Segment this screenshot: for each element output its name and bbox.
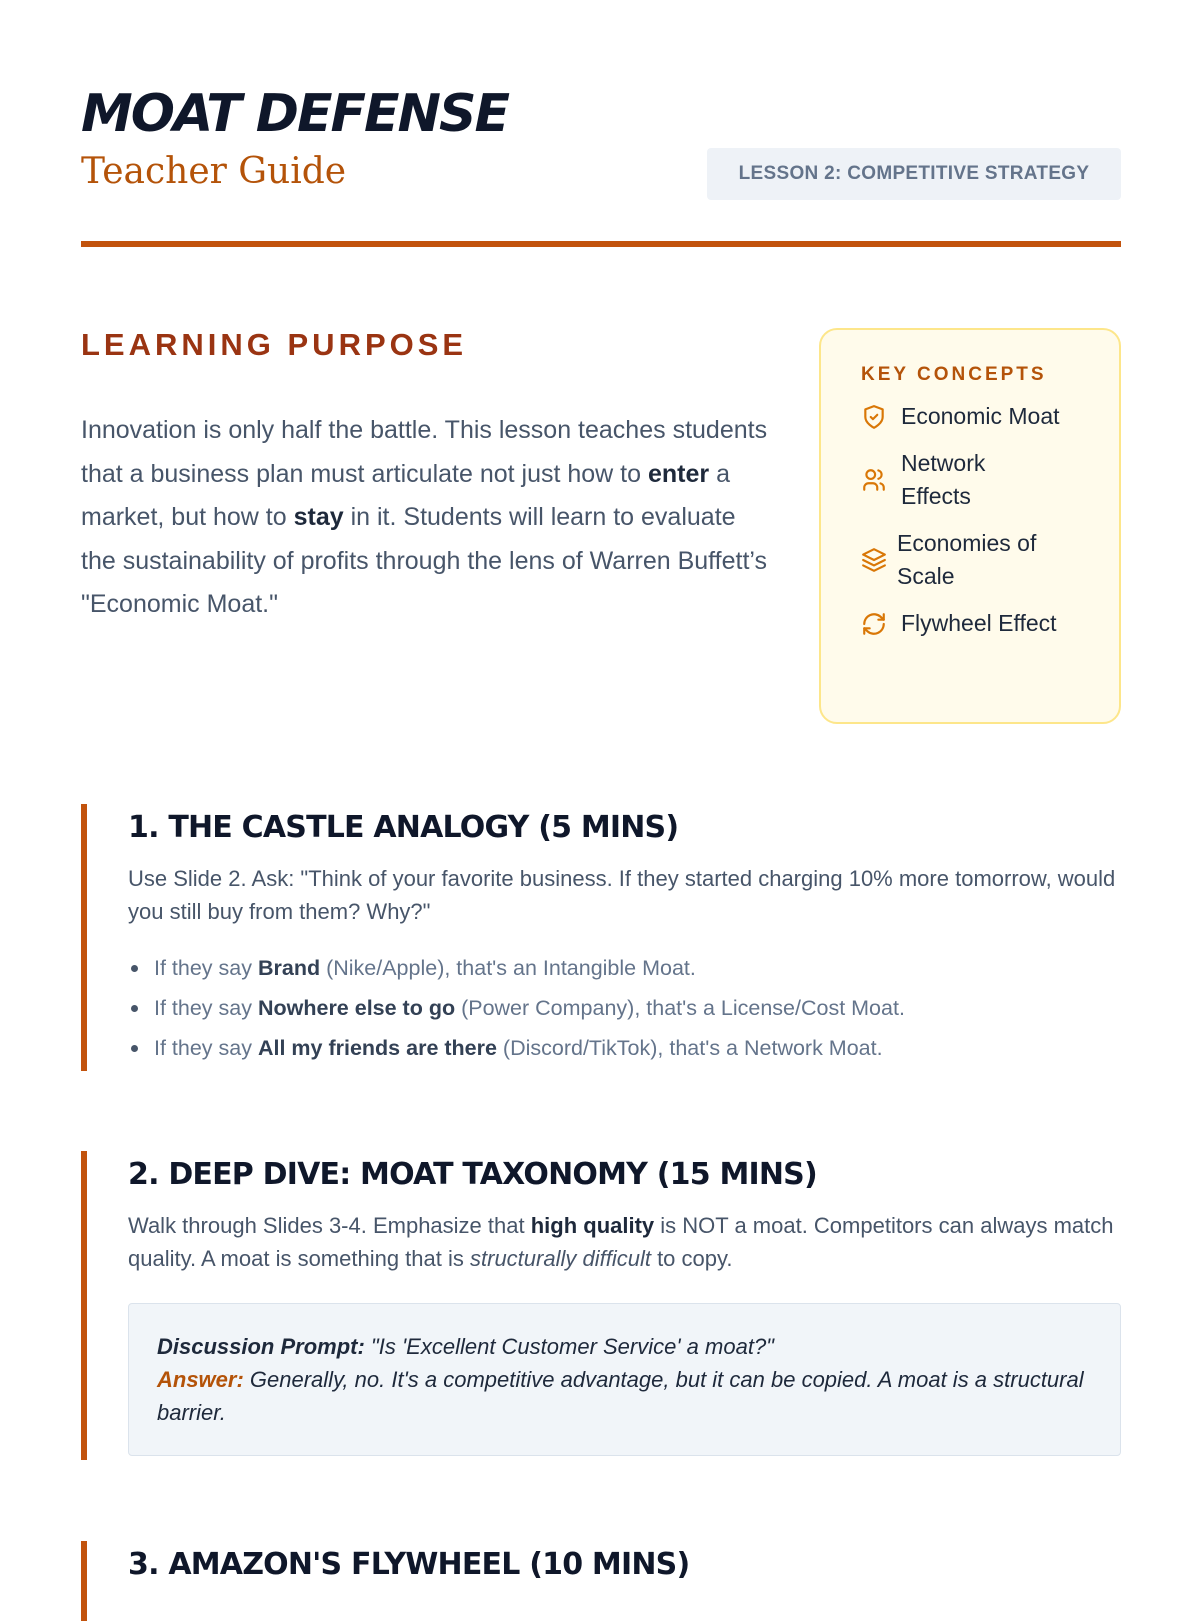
concept-label: Network Effects [901,450,986,509]
list-item-text: If they say [154,1036,258,1060]
list-item [154,1028,1121,1068]
list-item-emphasis: Brand [257,956,321,980]
list-item-emphasis: All my friends are there [257,1036,497,1060]
step-intro: Use Slide 2. Ask: "Think of your favorite business. If they started charging 10% more tomorrow, would you still buy from them? Why?" [128,866,1116,924]
moat-examples-list [128,948,1121,1068]
shield-icon [861,404,887,430]
concept-label: Economies of Scale [897,530,1037,589]
step-emphasis: high quality [530,1213,655,1238]
purpose-emphasis-stay: stay [293,503,344,531]
step-text-part: Walk through Slides 3-4. Emphasize that [128,1213,531,1238]
discussion-prompt-label: Discussion Prompt: [157,1334,365,1359]
layers-icon [861,547,887,573]
refresh-icon [861,611,887,637]
purpose-text-part: in it. Students will learn to evaluate the sustainability of profits through the lens of Warren Buffett’s "Economic Moat." [81,503,768,618]
purpose-text-part: Innovation is only half the battle. This lesson teaches students that a business plan must articulate not just how to [81,416,768,488]
concept-item-network-effects [861,447,1099,513]
step-italic-emphasis: structurally difficult [470,1246,651,1271]
step-heading: 3. AMAZON'S FLYWHEEL (10 MINS) [128,1547,690,1582]
purpose-emphasis-enter: enter [647,459,710,488]
answer-label: Answer: [157,1367,244,1392]
step-text-part: to copy. [650,1246,733,1271]
concept-label: Flywheel Effect [901,610,1057,636]
list-item [154,948,1121,988]
key-concepts-title: KEY CONCEPTS [861,364,1047,385]
page-header [81,80,1121,248]
step-castle-analogy [81,804,1121,1071]
learning-purpose-section [81,325,771,627]
concept-label: Economic Moat [901,403,1060,429]
concept-item-economic-moat [861,400,1099,433]
step-moat-taxonomy [81,1151,1121,1460]
key-concepts-panel [819,328,1121,724]
step-amazon-flywheel [81,1541,1121,1621]
step-text-part: is NOT a moat. Competitors can always match quality. A moat is something that is [128,1213,1114,1271]
list-item-text: (Power Company), that's a License/Cost Moat. [455,996,905,1020]
step-heading: 2. DEEP DIVE: MOAT TAXONOMY (15 MINS) [128,1157,817,1192]
discussion-prompt-box [128,1303,1121,1456]
page-subtitle: Teacher Guide [81,151,347,192]
header-divider [81,241,1121,247]
answer-text: Generally, no. It's a competitive advantage, but it can be copied. A moat is a structural barrier. [157,1367,1084,1425]
list-item-text: If they say [154,956,258,980]
step-heading: 1. THE CASTLE ANALOGY (5 MINS) [128,810,679,845]
page-title: MOAT DEFENSE [81,84,509,144]
list-item-text: If they say [154,996,258,1020]
list-item [154,988,1121,1028]
list-item-text: (Discord/TikTok), that's a Network Moat. [496,1036,883,1060]
concept-item-flywheel-effect [861,607,1099,640]
teacher-guide-page [81,0,1121,1600]
discussion-prompt-text: "Is 'Excellent Customer Service' a moat?" [364,1334,774,1359]
list-item-text: (Nike/Apple), that's an Intangible Moat. [320,956,696,980]
step-intro [128,1209,1121,1275]
learning-purpose-text [81,409,771,627]
list-item-emphasis: Nowhere else to go [257,996,456,1020]
concept-item-economies-of-scale [861,527,1099,593]
learning-purpose-heading: LEARNING PURPOSE [81,327,468,362]
lesson-badge: LESSON 2: COMPETITIVE STRATEGY [707,148,1121,200]
users-icon [861,467,887,493]
purpose-text-part: a market, but how to [81,459,730,531]
